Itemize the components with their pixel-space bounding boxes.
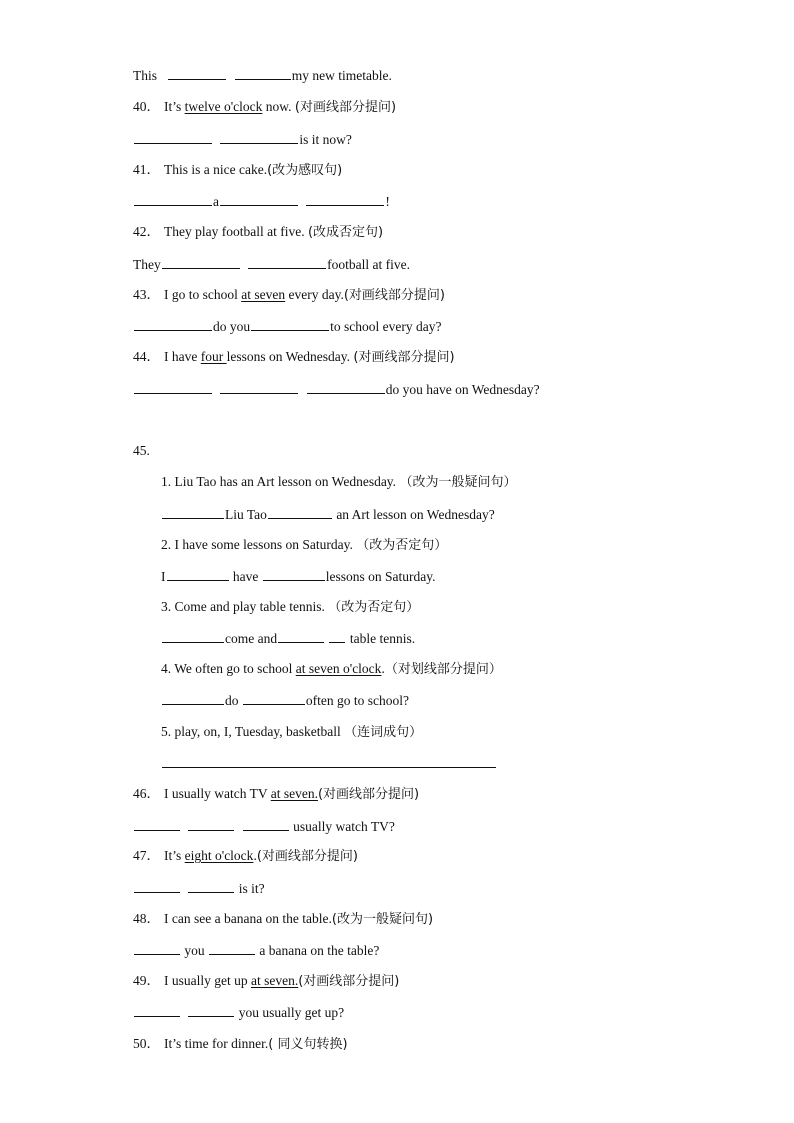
underlined-phrase: four (200, 349, 227, 364)
answer-blank[interactable] (162, 691, 224, 705)
answer-blank[interactable] (134, 817, 180, 831)
question-number: 50． (133, 1036, 160, 1051)
answer-blank[interactable] (134, 380, 212, 394)
instruction-note: (对画线部分提问) (353, 350, 455, 365)
q45-item-3 (161, 598, 419, 617)
answer-text: to school every day? (330, 319, 442, 334)
underlined-phrase: at seven. (251, 973, 299, 988)
answer-blank[interactable] (263, 567, 325, 581)
answer-text: lessons on Saturday. (325, 569, 436, 584)
answer-blank[interactable] (134, 130, 212, 144)
q45-item-1 (161, 473, 516, 492)
answer-text: an Art lesson on Wednesday? (332, 507, 495, 522)
answer-text: do (225, 693, 242, 708)
answer-blank[interactable] (251, 317, 329, 331)
answer-blank[interactable] (134, 879, 180, 893)
q45-item-5-answer (161, 754, 497, 773)
instruction-note: （改为否定句） (328, 600, 420, 615)
question-text: This is a nice cake. (164, 162, 268, 177)
question-text: now. (262, 99, 295, 114)
answer-text: have (229, 569, 262, 584)
answer-text: is it now? (299, 132, 352, 147)
instruction-note: ( 同义句转换) (268, 1037, 348, 1052)
answer-blank[interactable] (162, 255, 240, 269)
answer-blank[interactable] (162, 754, 496, 768)
answer-text: ! (385, 194, 390, 209)
answer-text: come and (225, 631, 278, 646)
answer-text: This (133, 68, 158, 83)
question-40 (133, 98, 396, 117)
q39-answer-line (133, 66, 392, 85)
answer-blank[interactable] (209, 941, 255, 955)
answer-blank[interactable] (268, 505, 332, 519)
question-number: 47． (133, 848, 160, 863)
question-text: It’s time for dinner. (164, 1036, 269, 1051)
q48-answer-line (133, 941, 379, 960)
instruction-note: (对画线部分提问) (294, 100, 397, 115)
question-text: They play football at five. (164, 224, 308, 239)
answer-text: do you have on Wednesday? (385, 382, 540, 397)
q44-answer-line (133, 380, 540, 399)
question-number: 48． (133, 911, 160, 926)
question-number: 43． (133, 287, 160, 302)
q45-item-1-answer (161, 505, 495, 524)
question-text: I usually watch TV (164, 786, 271, 801)
question-text: 2. I have some lessons on Saturday. (161, 537, 357, 552)
answer-blank[interactable] (278, 629, 324, 643)
question-text: lessons on Wednesday. (226, 349, 354, 364)
answer-blank[interactable] (243, 691, 305, 705)
answer-blank[interactable] (188, 1003, 234, 1017)
question-text: 1. Liu Tao has an Art lesson on Wednesday. (161, 474, 400, 489)
underlined-phrase: twelve o'clock (184, 99, 263, 114)
answer-blank[interactable] (162, 505, 224, 519)
instruction-note: (改为感叹句) (267, 163, 343, 178)
question-number: 40． (133, 99, 160, 114)
question-text: every day. (285, 287, 344, 302)
question-42 (133, 223, 383, 242)
question-number: 46． (133, 786, 160, 801)
answer-text: I (161, 569, 166, 584)
underlined-phrase: eight o'clock (184, 848, 254, 863)
answer-blank[interactable] (220, 130, 298, 144)
question-number: 49． (133, 973, 160, 988)
answer-blank[interactable] (220, 192, 298, 206)
question-number: 44． (133, 349, 160, 364)
answer-blank[interactable] (329, 629, 345, 643)
answer-blank[interactable] (134, 317, 212, 331)
answer-blank[interactable] (307, 380, 385, 394)
answer-blank[interactable] (188, 817, 234, 831)
answer-text: you (184, 943, 205, 958)
answer-text: is it? (238, 881, 265, 896)
underlined-phrase: at seven. (270, 786, 318, 801)
answer-blank[interactable] (235, 66, 291, 80)
question-text: 5. play, on, I, Tuesday, basketball (161, 724, 345, 739)
question-text: I usually get up (164, 973, 251, 988)
q49-answer-line (133, 1003, 344, 1022)
question-number: 42． (133, 224, 160, 239)
answer-blank[interactable] (134, 941, 180, 955)
question-text: . (253, 848, 257, 863)
question-number: 41． (133, 162, 160, 177)
instruction-note: (改为一般疑问句) (331, 912, 434, 927)
question-49 (133, 972, 399, 991)
q45-item-4 (161, 660, 502, 679)
instruction-note: (对画线部分提问) (256, 849, 358, 864)
underlined-phrase: at seven o'clock (295, 661, 382, 676)
question-48 (133, 910, 433, 929)
question-45-number: 45. (133, 443, 150, 458)
question-text: It’s (164, 99, 185, 114)
answer-text: do you (213, 319, 251, 334)
answer-blank[interactable] (167, 567, 229, 581)
q45-item-3-answer (161, 629, 415, 648)
answer-blank[interactable] (220, 380, 298, 394)
answer-text: a banana on the table? (259, 943, 380, 958)
question-text: 3. Come and play table tennis. (161, 599, 329, 614)
answer-text: often go to school? (305, 693, 409, 708)
question-50 (133, 1035, 348, 1054)
answer-text: a (213, 194, 219, 209)
q42-answer-line (133, 255, 410, 274)
question-47 (133, 847, 358, 866)
answer-blank[interactable] (134, 192, 212, 206)
answer-text: Liu Tao (225, 507, 267, 522)
question-43 (133, 286, 445, 305)
q45-item-4-answer (161, 691, 409, 710)
answer-blank[interactable] (188, 879, 234, 893)
answer-text: They (133, 257, 161, 272)
instruction-note: （对划线部分提问） (384, 662, 502, 677)
question-46 (133, 785, 419, 804)
answer-text: table tennis. (349, 631, 416, 646)
answer-blank[interactable] (243, 817, 289, 831)
question-text: 4. We often go to school (161, 661, 296, 676)
answer-text: usually watch TV? (293, 819, 395, 834)
answer-text: football at five. (327, 257, 410, 272)
q41-answer-line (133, 192, 390, 211)
question-text: I can see a banana on the table. (164, 911, 332, 926)
q47-answer-line (133, 879, 265, 898)
question-text: It’s (164, 848, 185, 863)
instruction-note: （连词成句） (344, 725, 423, 740)
question-41 (133, 161, 342, 180)
answer-blank[interactable] (168, 66, 226, 80)
q43-answer-line (133, 317, 441, 336)
question-text: I have (164, 349, 201, 364)
answer-blank[interactable] (162, 629, 224, 643)
q45-item-2-answer (161, 567, 435, 586)
answer-blank[interactable] (134, 1003, 180, 1017)
instruction-note: (改成否定句) (307, 225, 384, 240)
instruction-note: （改为一般疑问句） (399, 475, 517, 490)
answer-text: my new timetable. (291, 68, 392, 83)
instruction-note: (对画线部分提问) (317, 787, 420, 802)
instruction-note: （改为否定句） (356, 538, 448, 553)
q40-answer-line (133, 130, 352, 149)
q45-item-2 (161, 536, 447, 555)
answer-blank[interactable] (248, 255, 326, 269)
answer-blank[interactable] (306, 192, 384, 206)
q45-item-5 (161, 723, 422, 742)
question-text: I go to school (164, 287, 242, 302)
answer-text: you usually get up? (238, 1005, 345, 1020)
q46-answer-line (133, 817, 395, 836)
instruction-note: (对画线部分提问) (343, 288, 445, 303)
question-44 (133, 348, 455, 367)
underlined-phrase: at seven (241, 287, 286, 302)
question-text: . (381, 661, 385, 676)
instruction-note: (对画线部分提问) (298, 974, 400, 989)
